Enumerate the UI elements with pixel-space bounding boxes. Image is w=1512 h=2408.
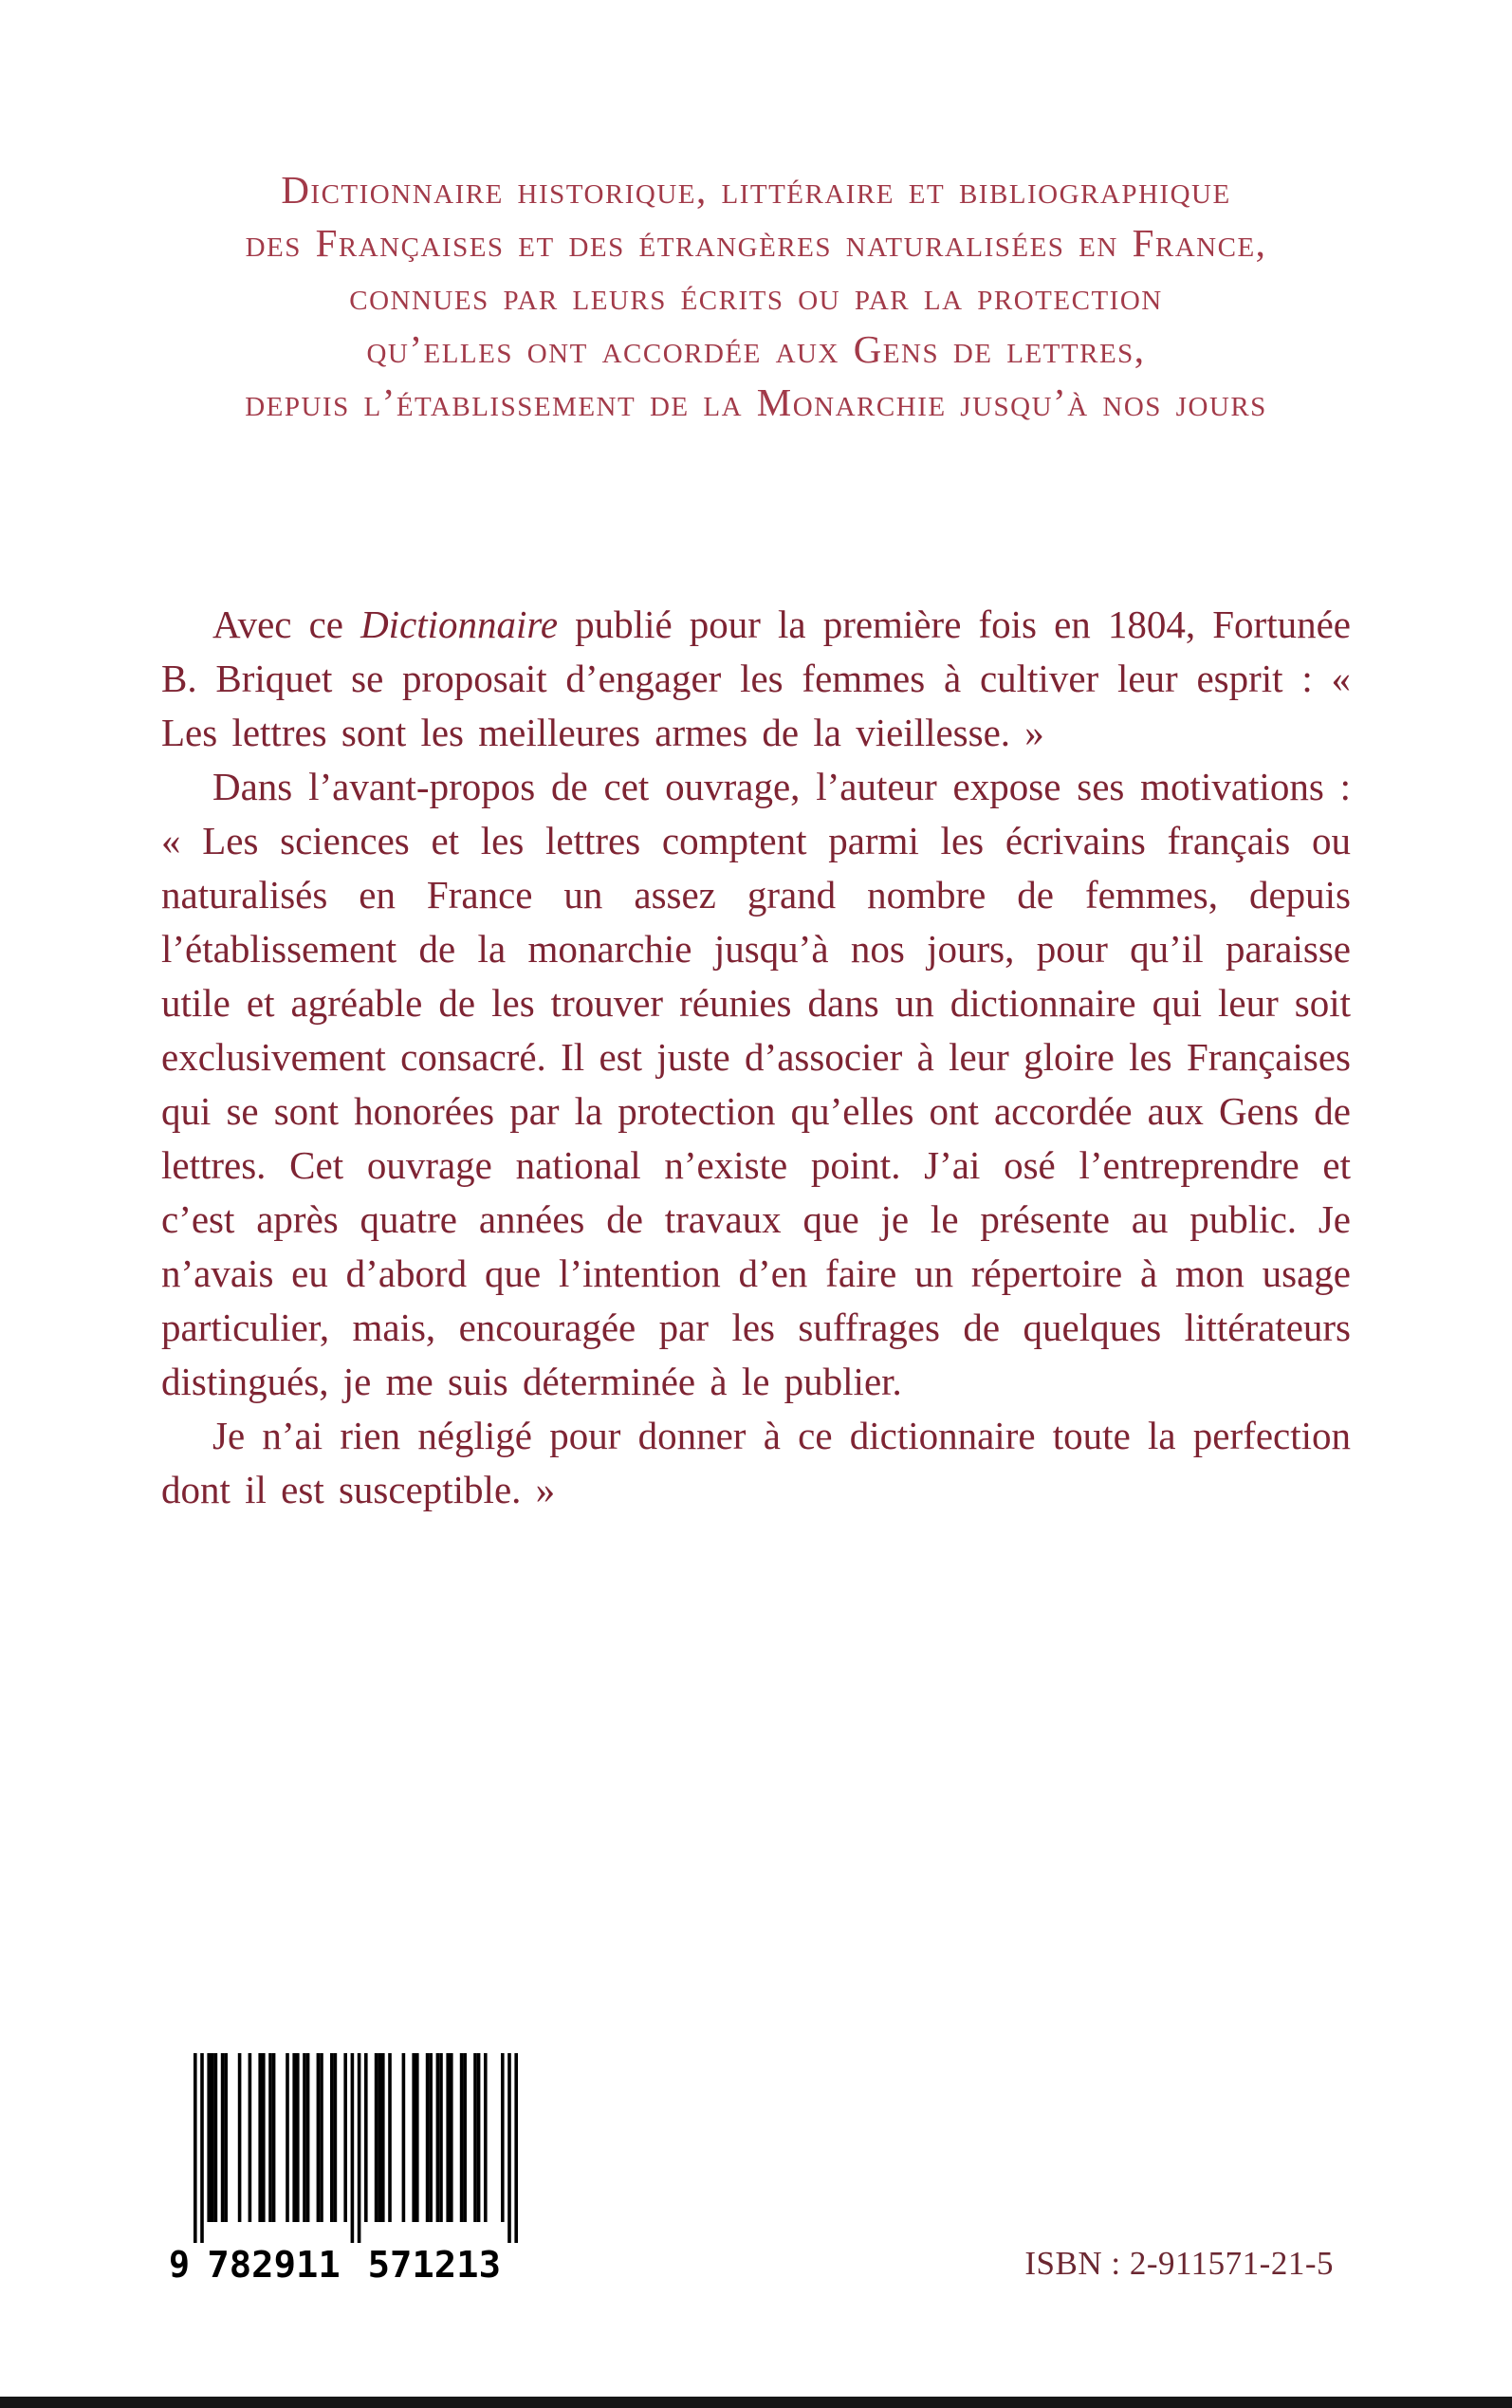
book-title-italic: Dictionnaire (360, 602, 559, 646)
title-block (57, 163, 1455, 429)
paragraph-avant-propos: Dans l’avant-propos de cet ouvrage, l’auteur expose ses motivations : « Les sciences et les lettres comptent parmi les écrivains français ou naturalisés en France un assez grand nombre de femmes, depuis l’établissement de la monarchie jusqu’à nos jours, pour qu’il paraisse utile et agréable de les trouver réunies dans un dictionnaire qui leur soit exclusivement consacré. Il est juste d’associer à leur gloire les Françaises qui se sont honorées par la protection qu’elles ont accordée aux Gens de lettres. Cet ouvrage national n’existe point. J’ai osé l’entreprendre et c’est après quatre années de travaux que je le présente au public. Je n’avais eu d’abord que l’intention d’en faire un répertoire à mon usage particulier, mais, encouragée par les suffrages de quelques littérateurs distingués, je me suis déterminée à le publier. (161, 765, 1351, 1403)
paragraph-intro-rest: publié pour la première fois en 1804, Fortunée B. Briquet se proposait d’engager les femmes à cultiver leur esprit : « Les lettres sont les meilleures armes de la vieillesse. » (161, 602, 1351, 754)
paragraph-intro (161, 598, 1351, 760)
ean13-barcode (169, 2053, 529, 2285)
barcode-bars (169, 2053, 529, 2285)
description-text (161, 598, 1351, 1517)
title-line-4: qu’elles ont accordée aux Gens de lettres, (366, 327, 1146, 371)
svg-text:9: 9 (169, 2244, 190, 2285)
isbn-text: ISBN : 2-911571-21-5 (1024, 2245, 1334, 2282)
title-line-5: depuis l’établissement de la Monarchie jusqu’à nos jours (245, 380, 1267, 424)
page-bottom-edge (0, 2397, 1512, 2408)
title-line-3: connues par leurs écrits ou par la protection (349, 274, 1163, 318)
title-line-2: des Françaises et des étrangères naturalisées en France, (245, 221, 1267, 265)
paragraph-intro-prefix: Avec ce (212, 602, 361, 646)
paragraph-closing: Je n’ai rien négligé pour donner à ce dictionnaire toute la perfection dont il est susceptible. » (161, 1414, 1351, 1511)
svg-text:571213: 571213 (367, 2244, 501, 2285)
title-line-1: Dictionnaire historique, littéraire et bibliographique (281, 168, 1231, 212)
svg-text:782911: 782911 (207, 2244, 341, 2285)
